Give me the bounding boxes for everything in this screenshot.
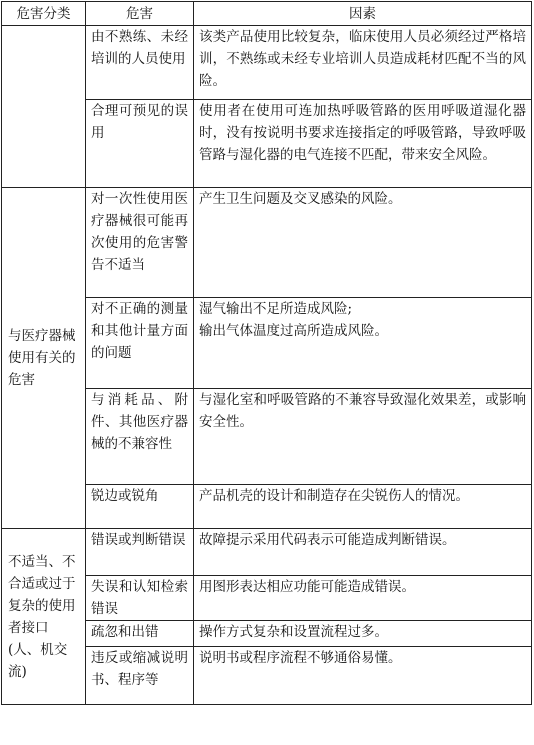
factor-line: 故障提示采用代码表示可能造成判断错误。 xyxy=(199,532,456,548)
hazard-cell: 合理可预见的误用 xyxy=(86,100,194,188)
category-cell: 与医疗器械使用有关的危害 xyxy=(2,188,86,529)
factors-cell xyxy=(194,389,532,485)
factors-cell xyxy=(194,26,532,100)
factors-cell xyxy=(194,529,532,576)
factor-line: 产品机壳的设计和制造存在尖锐伤人的情况。 xyxy=(199,488,469,504)
hazard-cell: 由不熟练、未经培训的人员使用 xyxy=(86,26,194,100)
header-hazard: 危害 xyxy=(86,2,194,26)
hazard-cell: 与消耗品、附件、其他医疗器械的不兼容性 xyxy=(86,389,194,485)
hazard-cell: 失误和认知检索错误 xyxy=(86,576,194,621)
table-row xyxy=(2,26,532,100)
factor-line: 使用者在使用可连加热呼吸管路的医用呼吸道湿化器时，没有按说明书要求连接指定的呼吸管路，导致呼吸管路与湿化器的电气连接不匹配，带来安全风险。 xyxy=(199,103,526,163)
factors-cell xyxy=(194,647,532,705)
table-body xyxy=(2,26,532,705)
category-cell xyxy=(2,26,86,188)
factor-line: 与湿化室和呼吸管路的不兼容导致湿化效果差，或影响安全性。 xyxy=(199,392,526,430)
header-category: 危害分类 xyxy=(2,2,86,26)
factor-line: 操作方式复杂和设置流程过多。 xyxy=(199,624,388,640)
factor-line: 产生卫生问题及交叉感染的风险。 xyxy=(199,191,402,207)
factors-cell xyxy=(194,485,532,529)
hazard-cell: 对不正确的测量和其他计量方面的问题 xyxy=(86,298,194,389)
factors-cell xyxy=(194,100,532,188)
hazard-cell: 违反或缩减说明书、程序等 xyxy=(86,647,194,705)
header-factors: 因素 xyxy=(194,2,532,26)
factor-line: 用图形表达相应功能可能造成错误。 xyxy=(199,579,415,595)
factor-line: 输出气体温度过高所造成风险。 xyxy=(199,323,388,339)
table-header-row xyxy=(2,2,532,26)
factors-cell xyxy=(194,188,532,298)
factors-cell xyxy=(194,298,532,389)
hazard-cell: 对一次性使用医疗器械很可能再次使用的危害警告不适当 xyxy=(86,188,194,298)
table-row xyxy=(2,529,532,576)
factor-line: 湿气输出不足所造成风险; xyxy=(199,301,353,317)
hazard-cell: 疏忽和出错 xyxy=(86,621,194,647)
hazard-table xyxy=(1,1,532,705)
factor-line: 说明书或程序流程不够通俗易懂。 xyxy=(199,650,402,666)
table-row xyxy=(2,188,532,298)
category-cell: 不适当、不合适或过于复杂的使用者接口(人、机交流) xyxy=(2,529,86,705)
factors-cell xyxy=(194,576,532,621)
hazard-cell: 错误或判断错误 xyxy=(86,529,194,576)
hazard-cell: 锐边或锐角 xyxy=(86,485,194,529)
factor-line: 该类产品使用比较复杂，临床使用人员必须经过严格培训，不熟练或未经专业培训人员造成耗材匹配不当的风险。 xyxy=(199,29,526,89)
factors-cell xyxy=(194,621,532,647)
